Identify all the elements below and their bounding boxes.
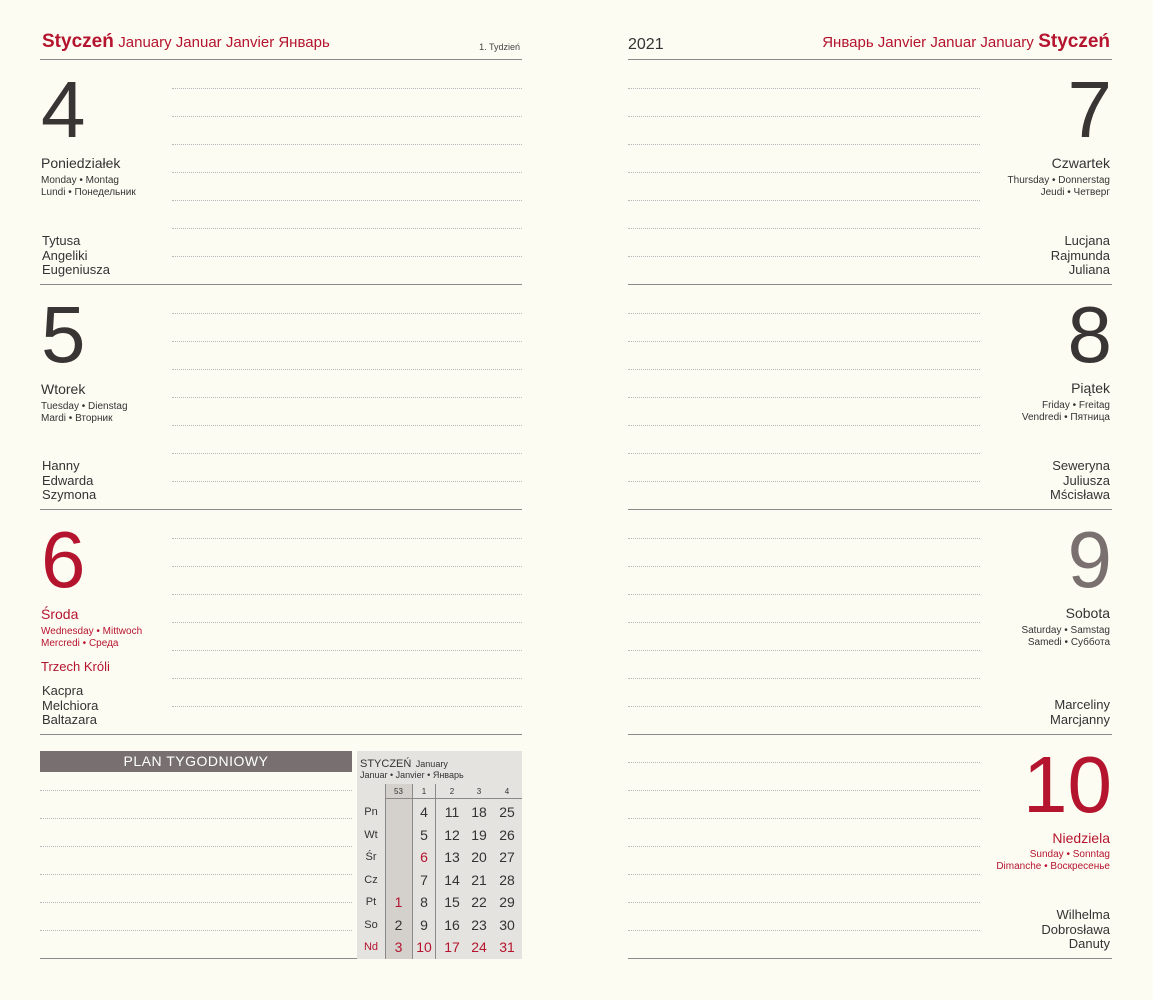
day-translation: Dimanche • Воскресенье [996,861,1110,872]
mini-calendar-day: 12 [444,826,460,843]
mini-rule [385,784,386,959]
writing-line [172,453,522,454]
name-day-list [960,698,1110,727]
day-name: Poniedziałek [41,155,121,171]
writing-line [628,313,980,314]
day-translation: Lundi • Понедельник [41,187,136,198]
mini-calendar-day: 10 [416,939,432,955]
writing-line [628,594,980,595]
writing-line [172,397,522,398]
name-day: Juliusza [1063,472,1110,488]
writing-line [628,397,980,398]
name-day-list [960,459,1110,503]
day-name: Środa [41,606,79,622]
week-number: 2 [449,787,455,796]
writing-line [628,341,980,342]
week-number: 1 [421,787,427,796]
writing-line [172,706,522,707]
mini-calendar-day: 11 [444,804,460,820]
left-header [42,31,330,53]
writing-line [628,650,980,651]
name-day: Baltazara [42,712,97,727]
day-number: 5 [41,290,86,379]
mini-calendar-day: 2 [394,916,403,933]
writing-line [40,790,352,791]
day-divider [40,284,522,285]
name-day: Kacpra [42,683,84,698]
name-day: Edwarda [42,472,94,488]
writing-line [172,369,522,370]
writing-line [40,846,352,847]
name-day-list [42,459,96,503]
writing-line [40,874,352,875]
day-divider [628,509,1112,510]
mini-calendar-day: 24 [471,939,487,955]
week-header-rule [385,798,522,799]
writing-line [628,425,980,426]
writing-line [628,818,980,819]
mini-calendar-day: 23 [471,916,487,933]
week-label: 1. Tydzień [479,42,520,52]
mini-calendar-day: 22 [471,894,487,910]
writing-line [172,425,522,426]
left-header-rule [40,59,522,60]
writing-line [172,678,522,679]
day-translation: Jeudi • Четверг [1040,187,1110,198]
weekday-label: Pn [364,806,378,818]
writing-line [172,341,522,342]
name-day-list [960,234,1110,278]
day-translation: Vendredi • Пятница [1021,412,1110,423]
day-translation: Mardi • Вторник [41,413,113,424]
name-day: Wilhelma [1056,907,1110,922]
day-number: 10 [1023,740,1112,829]
day-divider [40,734,522,735]
mini-calendar-day: 3 [394,939,403,955]
writing-line [628,144,980,145]
name-day: Hanny [42,458,80,473]
mini-calendar-day: 6 [420,849,428,865]
name-day: Szymona [42,487,97,502]
day-translation: Saturday • Samstag [1021,625,1110,636]
weekday-label: Nd [363,941,379,953]
writing-line [172,622,522,623]
writing-line [172,172,522,173]
weekday-label: Cz [364,873,378,886]
week-column-bg [385,784,412,959]
week-number: 4 [504,787,510,796]
mini-calendar-day: 1 [394,894,403,910]
mini-calendar-day: 25 [499,804,515,820]
mini-calendar-day: 30 [499,916,515,933]
mini-calendar-subtitle: Januar • Janvier • Январь [360,770,464,780]
day-divider [628,284,1112,285]
name-day: Lucjana [1064,233,1110,248]
holiday-name: Trzech Króli [41,659,110,674]
mini-calendar [357,751,522,959]
weekday-label: Pt [365,896,377,908]
mini-calendar-day: 9 [420,916,428,933]
name-day: Eugeniusza [42,262,110,277]
writing-line [628,369,980,370]
writing-line [40,930,352,931]
day-translation: Friday • Freitag [1042,400,1110,411]
writing-line [40,818,352,819]
name-day: Marceliny [1054,697,1110,712]
day-name: Wtorek [41,381,86,397]
writing-line [628,706,980,707]
name-day: Seweryna [1052,458,1110,473]
weekday-label: So [364,918,378,931]
writing-line [628,172,980,173]
day-translation: Samedi • Суббота [1027,637,1110,648]
writing-line [172,313,522,314]
mini-calendar-day: 27 [499,849,515,865]
right-header-rule [628,59,1112,60]
day-divider [40,509,522,510]
right-month-title: Styczeń [1038,31,1110,52]
day-translation: Monday • Montag [41,175,119,186]
writing-line [172,481,522,482]
writing-line [628,622,980,623]
mini-calendar-day: 8 [420,894,428,910]
mini-calendar-day: 28 [499,871,515,888]
day-translation: Wednesday • Mittwoch [41,626,143,637]
writing-line [172,650,522,651]
day-divider [628,734,1112,735]
day-name: Niedziela [1052,830,1110,846]
writing-line [628,88,980,89]
mini-calendar-day: 19 [471,826,487,843]
mini-rule [435,784,436,959]
name-day: Melchiora [42,697,99,713]
writing-line [628,678,980,679]
mini-calendar-day: 15 [444,894,460,910]
writing-line [628,116,980,117]
writing-line [628,538,980,539]
mini-calendar-day: 16 [444,916,460,933]
day-number: 9 [1067,515,1112,604]
mini-calendar-day: 17 [444,939,460,955]
day-number: 8 [1067,290,1112,379]
name-day: Rajmunda [1050,247,1110,263]
mini-calendar-day: 14 [444,871,460,888]
writing-line [628,874,980,875]
name-day: Dobrosława [1041,921,1110,937]
mini-calendar-day: 13 [444,849,460,865]
writing-line [628,453,980,454]
right-month-translations: Январь Janvier Januar January [822,34,1034,51]
writing-line [628,930,980,931]
mini-calendar-month: STYCZEŃ [360,758,412,770]
day-translation: Mercredi • Среда [41,638,119,649]
weekday-label: Śr [365,851,377,863]
left-month-title: Styczeń [42,31,114,52]
writing-line [628,256,980,257]
writing-line [172,566,522,567]
mini-calendar-day: 20 [471,849,487,865]
day-number: 7 [1067,65,1112,154]
writing-line [628,481,980,482]
writing-line [172,594,522,595]
day-translation: Sunday • Sonntag [1029,849,1110,860]
left-month-translations: January Januar Janvier Январь [118,34,330,51]
writing-line [628,200,980,201]
writing-line [172,144,522,145]
mini-calendar-day: 29 [499,894,515,910]
writing-line [172,538,522,539]
week-number: 3 [476,787,482,796]
name-day: Angeliki [42,247,88,263]
year-label: 2021 [628,36,664,53]
right-header [700,31,1110,53]
name-day: Tytusa [42,233,81,248]
writing-line [172,200,522,201]
writing-line [628,846,980,847]
day-number: 6 [41,515,86,604]
writing-line [628,762,980,763]
mini-calendar-day: 18 [471,804,487,820]
weekly-plan-title: PLAN TYGODNIOWY [40,751,352,772]
weekday-label: Wt [364,828,378,841]
mini-calendar-month-en: January [415,759,448,769]
name-day-list [42,234,110,278]
day-name: Piątek [1071,380,1110,396]
writing-line [628,228,980,229]
writing-line [628,566,980,567]
mini-calendar-day: 5 [420,826,428,843]
page-bottom-rule [628,958,1112,959]
name-day: Danuty [1068,936,1110,951]
week-number: 53 [394,787,403,796]
name-day: Juliana [1068,262,1110,277]
writing-line [172,88,522,89]
writing-line [172,228,522,229]
writing-line [172,256,522,257]
day-number: 4 [41,65,86,154]
name-day-list [960,908,1110,952]
writing-line [628,790,980,791]
day-name: Sobota [1065,605,1110,621]
mini-calendar-day: 7 [420,871,428,888]
mini-calendar-day: 4 [420,804,428,820]
mini-calendar-day: 26 [499,826,515,843]
name-day-list [42,684,98,728]
writing-line [172,116,522,117]
mini-calendar-day: 31 [499,939,515,955]
mini-calendar-day: 21 [471,871,487,888]
day-translation: Tuesday • Dienstag [41,401,128,412]
name-day: Mścisława [1050,487,1110,502]
writing-line [40,902,352,903]
day-name: Czwartek [1051,155,1110,171]
day-translation: Thursday • Donnerstag [1007,175,1110,186]
writing-line [628,902,980,903]
name-day: Marcjanny [1050,711,1110,727]
